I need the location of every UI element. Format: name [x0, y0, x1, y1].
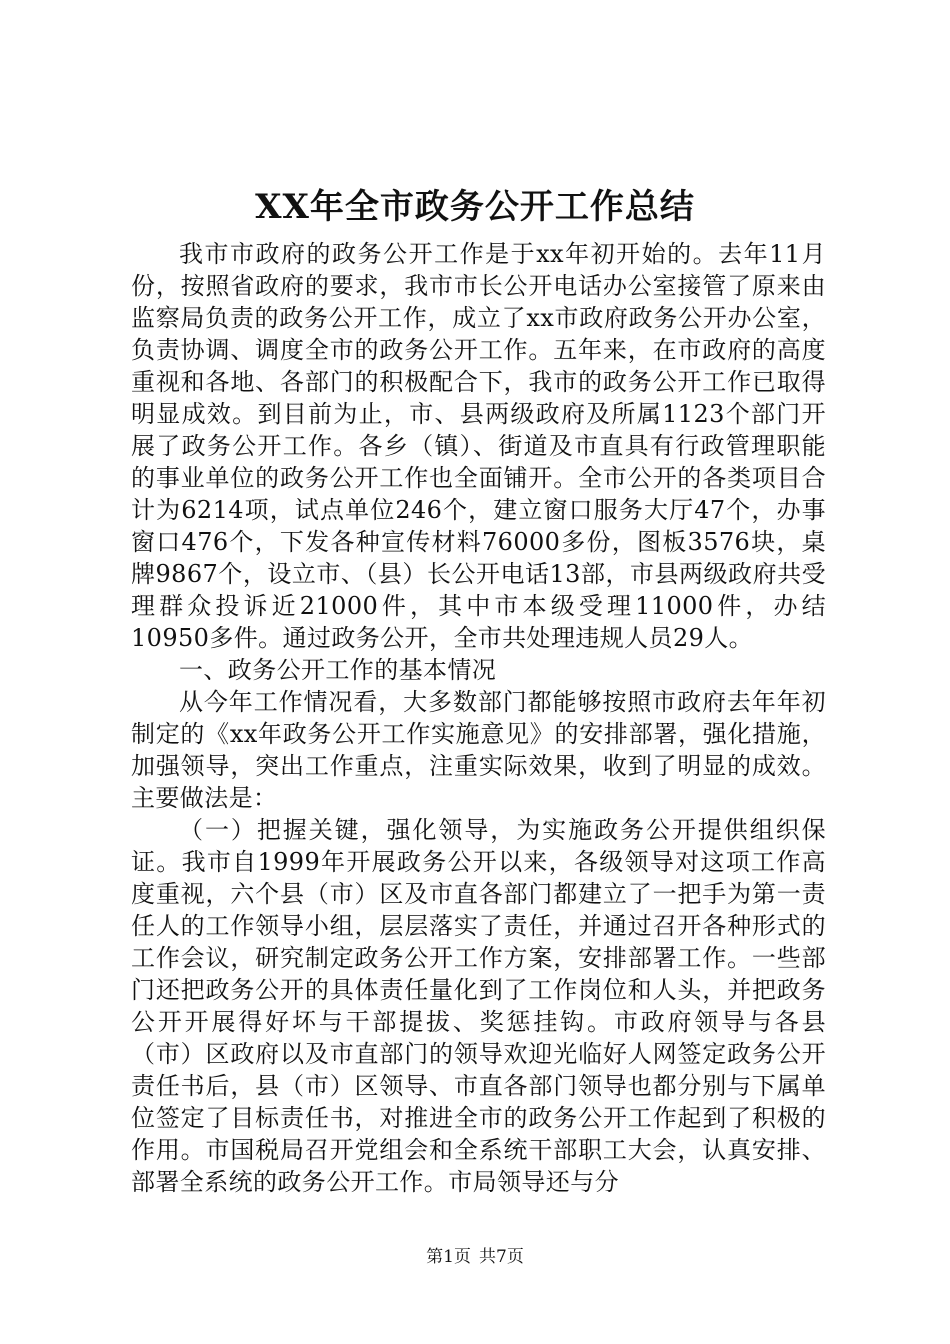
page-count: 共7页 — [479, 1247, 524, 1267]
paragraph-item-one: （一）把握关键，强化领导，为实施政务公开提供组织保证。我市自1999年开展政务公开以来，各级领导对这项工作高度重视，六个县（市）区及市直各部门都建立了一把手为第一责任人的工作领导小组，层层落实了责任，并通过召开各种形式的工作会议，研究制定政务公开工作方案，安排部署工作。一些部门还把政务公开的具体责任量化到了工作岗位和人头，并把政务公开开展得好坏与干部提拔、奖惩挂钩。市政府领导与各县（市）区政府以及市直部门的领导欢迎光临好人网签定政务公开责任书后，县（市）区领导、市直各部门领导也都分别与下属单位签定了目标责任书，对推进全市的政务公开工作起到了积极的作用。市国税局召开党组会和全系统干部职工大会，认真安排、部署全系统的政务公开工作。市局领导还与分 — [131, 816, 826, 1196]
section-heading: 一、政务公开工作的基本情况 — [179, 656, 497, 684]
document-body — [131, 238, 826, 1198]
paragraph-intro: 我市市政府的政务公开工作是于xx年初开始的。去年11月份，按照省政府的要求，我市市长公开电话办公室接管了原来由监察局负责的政务公开工作，成立了xx市政府政务公开办公室，负责协调、调度全市的政务公开工作。五年来，在市政府的高度重视和各地、各部门的积极配合下，我市的政务公开工作已取得明显成效。到目前为止，市、县两级政府及所属1123个部门开展了政务公开工作。各乡（镇）、街道及市直具有行政管理职能的事业单位的政务公开工作也全面铺开。全市公开的各类项目合计为6214项，试点单位246个，建立窗口服务大厅47个，办事窗口476个，下发各种宣传材料76000多份，图板3576块，桌牌9867个，设立市、（县）长公开电话13部，市县两级政府共受理群众投诉近21000件，其中市本级受理11000件，办结10950多件。通过政务公开，全市共处理违规人员29人。 — [131, 240, 826, 652]
page-footer — [0, 1245, 950, 1269]
document-title: XX年全市政务公开工作总结 — [255, 187, 695, 227]
paragraph-overview: 从今年工作情况看，大多数部门都能够按照市政府去年年初制定的《xx年政务公开工作实施意见》的安排部署，强化措施，加强领导，突出工作重点，注重实际效果，收到了明显的成效。主要做法是： — [131, 688, 826, 812]
page-number: 第1页 — [426, 1247, 471, 1267]
